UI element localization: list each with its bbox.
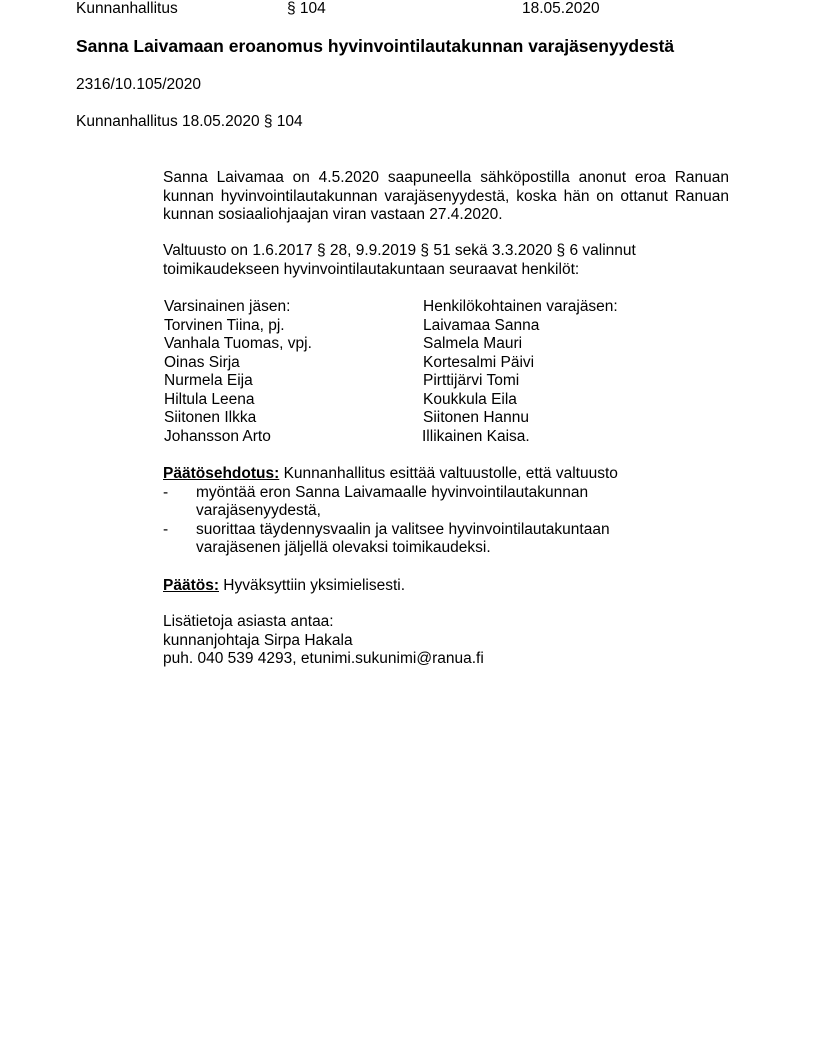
column-header-deputy: Henkilökohtainen varajäsen: xyxy=(423,298,618,315)
members-header-row xyxy=(164,298,732,317)
table-row xyxy=(164,409,732,428)
decision-line xyxy=(163,577,731,596)
member-name: Siitonen Ilkka xyxy=(164,409,257,426)
contact-heading: Lisätietoja asiasta antaa: xyxy=(163,613,334,630)
table-row xyxy=(164,391,732,410)
contact-details: puh. 040 539 4293, etunimi.sukunimi@ranua.fi xyxy=(163,650,484,667)
member-name: Nurmela Eija xyxy=(164,372,253,389)
meeting-line: Kunnanhallitus 18.05.2020 § 104 xyxy=(76,113,303,130)
deputy-name: Siitonen Hannu xyxy=(423,409,529,426)
proposal-item-text: suorittaa täydennysvaalin ja valitsee hyvinvointilautakuntaan varajäsenen jäljellä olevaksi toimikaudeksi. xyxy=(196,520,610,556)
members-table xyxy=(164,298,732,446)
header-body: Kunnanhallitus xyxy=(76,0,178,17)
table-row xyxy=(164,354,732,373)
deputy-name: Illikainen Kaisa. xyxy=(422,427,530,445)
table-row xyxy=(164,335,732,354)
column-header-member: Varsinainen jäsen: xyxy=(164,298,291,315)
paragraph-background: Sanna Laivamaa on 4.5.2020 saapuneella sähköpostilla anonut eroa Ranuan kunnan hyvinvointilautakunnan varajäsenyydestä, koska hän on ottanut Ranuan kunnan sosiaaliohjaajan viran vastaan 27.4.2020. xyxy=(163,169,729,223)
proposal-item-text: myöntää eron Sanna Laivamaalle hyvinvointilautakunnan varajäsenyydestä, xyxy=(196,483,589,519)
member-name: Vanhala Tuomas, vpj. xyxy=(164,335,312,352)
table-row xyxy=(164,317,732,336)
deputy-name: Salmela Mauri xyxy=(423,335,523,352)
reference-number: 2316/10.105/2020 xyxy=(76,76,201,93)
decision-label: Päätös: xyxy=(163,577,219,594)
deputy-name: Kortesalmi Päivi xyxy=(423,353,535,371)
proposal-label: Päätösehdotus: xyxy=(163,465,280,482)
member-name: Oinas Sirja xyxy=(164,353,240,371)
deputy-name: Koukkula Eila xyxy=(423,390,517,408)
contact-person: kunnanjohtaja Sirpa Hakala xyxy=(163,631,353,649)
document-title: Sanna Laivamaan eroanomus hyvinvointilautakunnan varajäsenyydestä xyxy=(76,36,675,56)
proposal-line xyxy=(163,465,643,484)
decision-text: Hyväksyttiin yksimielisesti. xyxy=(219,577,406,594)
bullet-dash: - xyxy=(163,520,169,538)
member-name: Torvinen Tiina, pj. xyxy=(164,316,285,334)
header-date: 18.05.2020 xyxy=(522,0,600,17)
table-row xyxy=(164,372,732,391)
bullet-dash: - xyxy=(163,483,169,501)
table-row xyxy=(164,428,732,447)
proposal-item xyxy=(163,484,636,521)
contact-block xyxy=(163,613,731,669)
proposal-item xyxy=(163,521,636,558)
deputy-name: Pirttijärvi Tomi xyxy=(423,372,520,389)
proposal-text: Kunnanhallitus esittää valtuustolle, että valtuusto xyxy=(279,465,618,482)
member-name: Johansson Arto xyxy=(164,427,271,445)
member-name: Hiltula Leena xyxy=(164,390,255,408)
proposal-section xyxy=(163,465,643,558)
paragraph-council: Valtuusto on 1.6.2017 § 28, 9.9.2019 § 51 sekä 3.3.2020 § 6 valinnut toimikaudekseen hyvinvointilautakuntaan seuraavat henkilöt: xyxy=(163,242,636,278)
deputy-name: Laivamaa Sanna xyxy=(423,316,540,334)
header-section: § 104 xyxy=(287,0,326,17)
